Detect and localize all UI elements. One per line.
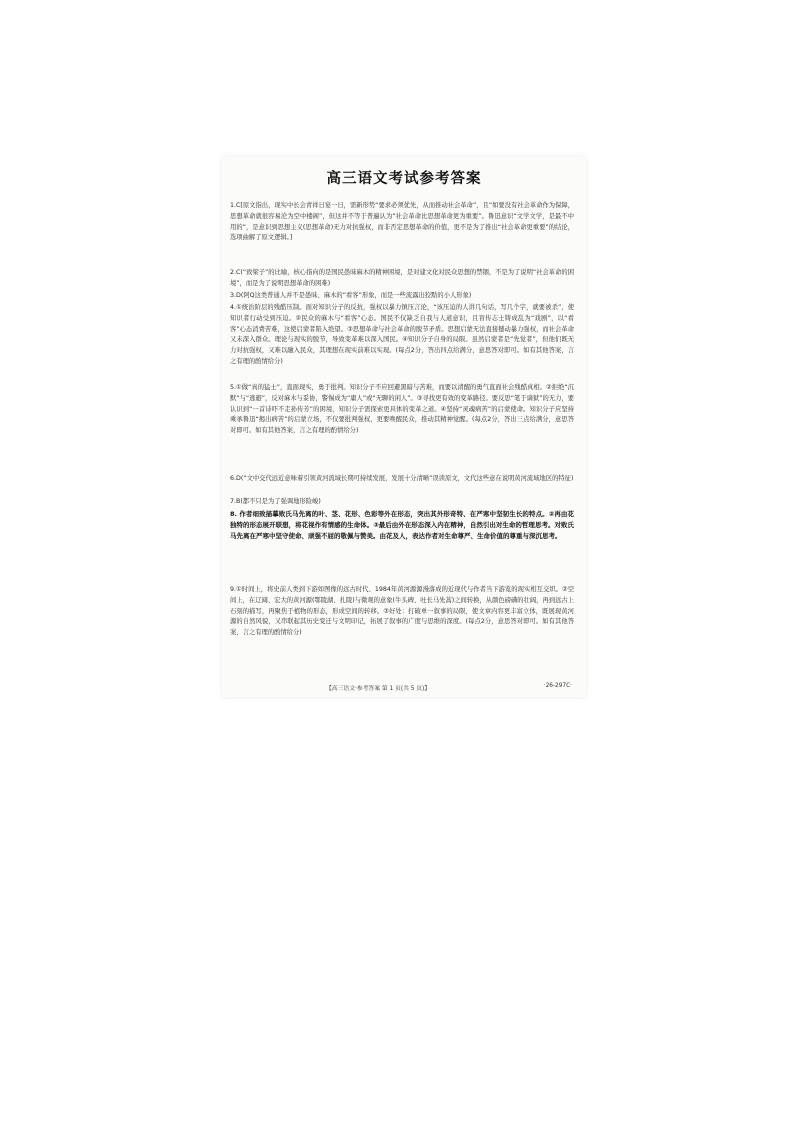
answer-2: 2.C(“致梁子”的比喻，核心指向的是国民愚昧麻木的精神困境，是对建文化对民众思想的禁锢，不是为了说明“社会革命的困境”，而是为了说明思想革命的困难) [230,269,574,287]
answer-6: 6.D(“文中交代远近意味着引领黄河流域长期可持续发展，发展十分清晰”误读原文，文代这些意在说明黄河流域地区的特征) [230,475,574,482]
answer-3: 3.D(阿Q这类普通人并不是愚昧、麻木的“看客”形象，而是一些流露出狡黠的小人形象) [230,292,472,299]
page-title: 高三语文考试参考答案 [326,171,482,187]
answer-sheet [222,157,586,697]
footer-page-info: 【高三语文·参考答案 第 1 页(共 5 页)】 [326,686,431,692]
page-footer [222,683,586,693]
answer-9: 9.①时间上，将史前人类到下游如图像的远古时代、1984年黄河源源漫落成的近现代与作者当下游览的现实相互交织。②空间上，在辽阔、宏大的黄河源(鄂陵湖、扎陵)与微观的意象(牛头碑、吐长马先蒿)之间转换，从颜色磅礴的壮阔，再到远古上石刻的描写，再聚焦于植物的形态，形成空间的转移。③好处：打破单一叙事的局限，使文章内容更丰富立体，既展现黄河源的自然风貌，又串联起其历史变迁与文明印记，拓展了叙事的广度与思维的深度。(每点2分，意思答对即可。如有其他答案，言之有理的酌情给分) [230,586,574,637]
answer-4: 4.①统治阶层的残酷压制。面对知识分子的反抗，强权以暴力镇压言论，“该压迫的人讲几句话，写几个字，就要被杀”，使知识者行动受到压迫。②民众的麻木与“看客”心态。国民不仅缺乏自我与人道意识，且盲传志士铸成乱为“戏剧”，以“看客”心态消费苦难，这使启蒙者陷入绝望。③思想革命与社会革命的脱节矛盾。思想启蒙无法直接撼动暴力强权，而社会革命又未深入群众。理论与现实的脱节，导致变革难以深入国民。④知识分子自身的局限。虽然启蒙者是“先觉者”，但他们既无力对抗强权，又难以融入民众，其理想在现实前难以实现。(每点2分，答出四点给满分，意思答对即可。如有其他答案，言之有理的酌情给分) [230,304,574,365]
answer-7: 7.B(都不只是为了强调地形险峻) [230,498,321,505]
answer-1: 1.C[原文指出，现实中长会青祥日宴一日，需新形势“要求必须优先，从而推动社会革命”，且“如要没有社会革命作为保障，思想革命就很容易沦为空中楼阁”，但这并不等于普遍认为“社会革命比思想革命更为重要”。鲁迅意识“文学文学，是最不中用的”，是意识到思想主义(思想革命)无力对抗强权，而非否定思想革命的价值，更不是为了推出“社会革命更重要”的结论，选项曲解了原文逻辑。] [230,202,574,242]
answer-8: 8. 作者细致描摹败氏马先离的叶、茎、花形、色彩等外在形态，突出其外形奇特、在严寒中坚韧生长的特点。②再由花独特的形态展开联想，将花视作有情感的生命体。③最后由外在形态深入内在精神，自然引出对生命的哲理思考。对败氏马先离在严寒中坚守使命、顽强不屈的敬佩与赞美。由花及人，表达作者对生命尊严、生命价值的尊重与深沉思考。 [230,510,574,540]
footer-code: ·26-297C· [543,683,572,689]
answer-5: 5.①做“真的猛士”，直面现实，勇于批判。知识分子不应回避黑暗与苦难，而要以清醒的勇气直面社会残酷真相。②拒绝“沉默”与“逃避”，反对麻木与妥协，警惕成为“庸人”或“无聊的闲人”。③寻找更有效的变革路径。要反思“笔于谪狱”的无力，要认识到“一首诗吓不走孙传芳”的困境，知识分子需探索更具体的变革之道。④坚持“灵魂病苦”的启蒙使命。知识分子应坚持乘承鲁迅“揭出病苦”的启蒙立场，不仅要批判强权，更要唤醒民众，推动其精神觉醒。(每点2分，答出三点给满分，意思答对即可。如有其他答案，言之有理的酌情给分) [230,384,574,435]
